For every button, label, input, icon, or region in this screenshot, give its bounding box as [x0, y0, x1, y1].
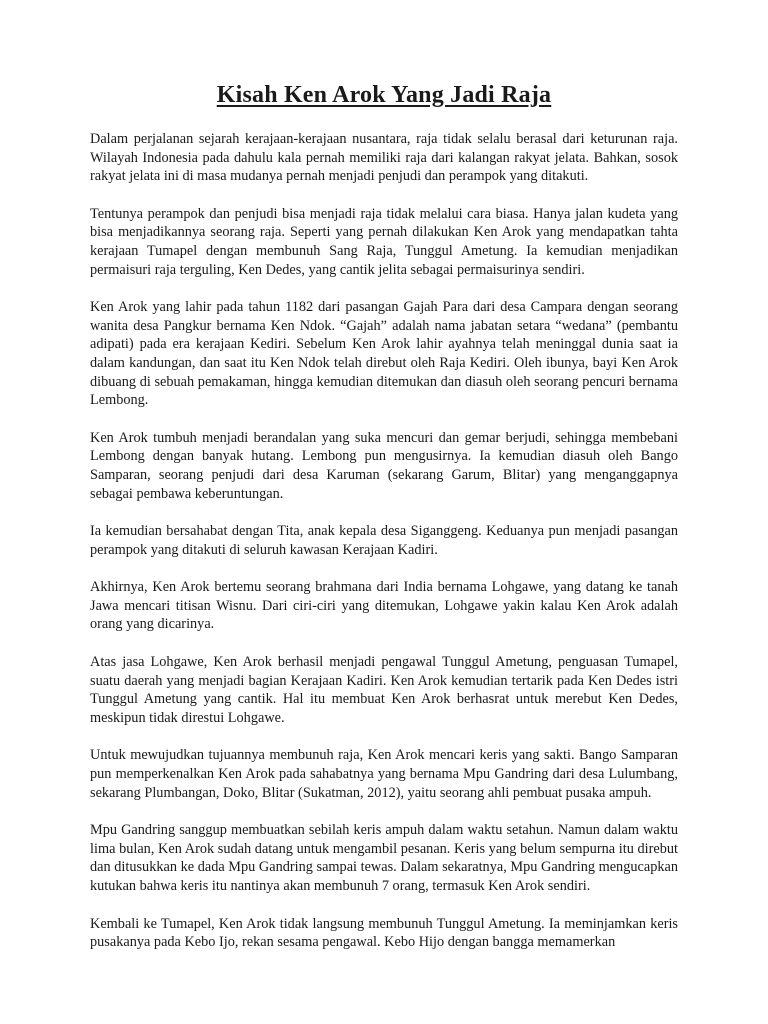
paragraph-9: Mpu Gandring sanggup membuatkan sebilah keris ampuh dalam waktu setahun. Namun dalam waktu lima bulan, Ken Arok sudah datang untuk mengambil pesanan. Keris yang belum sempurna itu direbut dan ditusukkan ke dada Mpu Gandring sampai tewas. Dalam sekaratnya, Mpu Gandring mengucapkan kutukan bahwa keris itu nantinya akan membunuh 7 orang, termasuk Ken Arok sendiri. [90, 822, 678, 894]
paragraph-8: Untuk mewujudkan tujuannya membunuh raja, Ken Arok mencari keris yang sakti. Bango Samparan pun memperkenalkan Ken Arok pada sahabatnya yang bernama Mpu Gandring dari desa Lulumbang, sekarang Plumbangan, Doko, Blitar (Sukatman, 2012), yaitu seorang ahli pembuat pusaka ampuh. [90, 747, 678, 801]
paragraph-4: Ken Arok tumbuh menjadi berandalan yang suka mencuri dan gemar berjudi, sehingga membebani Lembong dengan banyak hutang. Lembong pun mengusirnya. Ia kemudian diasuh oleh Bango Samparan, seorang penjudi dari desa Karuman (sekarang Garum, Blitar) yang menganggapnya sebagai pembawa keberuntungan. [90, 429, 678, 502]
paragraph-6: Akhirnya, Ken Arok bertemu seorang brahmana dari India bernama Lohgawe, yang datang ke tanah Jawa mencari titisan Wisnu. Dari ciri-ciri yang ditemukan, Lohgawe yakin kalau Ken Arok adalah orang yang dicarinya. [90, 579, 678, 633]
paragraph-5: Ia kemudian bersahabat dengan Tita, anak kepala desa Siganggeng. Keduanya pun menjadi pasangan perampok yang ditakuti di seluruh kawasan Kerajaan Kadiri. [90, 523, 678, 558]
paragraph-2: Tentunya perampok dan penjudi bisa menjadi raja tidak melalui cara biasa. Hanya jalan kudeta yang bisa menjadikannya seorang raja. Seperti yang pernah dilakukan Ken Arok yang mendapatkan tahta kerajaan Tumapel dengan membunuh Sang Raja, Tunggul Ametung. Ia kemudian menjadikan permaisuri raja terguling, Ken Dedes, yang cantik jelita sebagai permaisurinya sendiri. [90, 205, 678, 278]
paragraph-7: Atas jasa Lohgawe, Ken Arok berhasil menjadi pengawal Tunggul Ametung, penguasan Tumapel, suatu daerah yang menjadi bagian Kerajaan Kadiri. Ken Arok kemudian tertarik pada Ken Dedes istri Tunggul Ametung yang cantik. Hal itu membuat Ken Arok berhasrat untuk merebut Ken Dedes, meskipun tidak direstui Lohgawe. [90, 654, 678, 726]
paragraph-1: Dalam perjalanan sejarah kerajaan-kerajaan nusantara, raja tidak selalu berasal dari keturunan raja. Wilayah Indonesia pada dahulu kala pernah memiliki raja dari kalangan rakyat jelata. Bahkan, sosok rakyat jelata ini di masa mudanya pernah menjadi penjudi dan perampok yang ditakuti. [90, 131, 678, 185]
paragraph-3: Ken Arok yang lahir pada tahun 1182 dari pasangan Gajah Para dari desa Campara dengan seorang wanita desa Pangkur bernama Ken Ndok. “Gajah” adalah nama jabatan setara “wedana” (pembantu adipati) pada era kerajaan Kediri. Sebelum Ken Arok lahir ayahnya telah meninggal dunia saat ia dalam kandungan, dan saat itu Ken Ndok telah direbut oleh Raja Kediri. Oleh ibunya, bayi Ken Arok dibuang di sebuah pemakaman, hingga kemudian ditemukan dan diasuh oleh seorang pencuri bernama Lembong. [90, 299, 678, 409]
document-page [90, 80, 678, 971]
paragraph-10: Kembali ke Tumapel, Ken Arok tidak langsung membunuh Tunggul Ametung. Ia meminjamkan keris pusakanya pada Kebo Ijo, rekan sesama pengawal. Kebo Hijo dengan bangga memamerkan [90, 915, 678, 951]
document-title: Kisah Ken Arok Yang Jadi Raja [216, 82, 552, 108]
